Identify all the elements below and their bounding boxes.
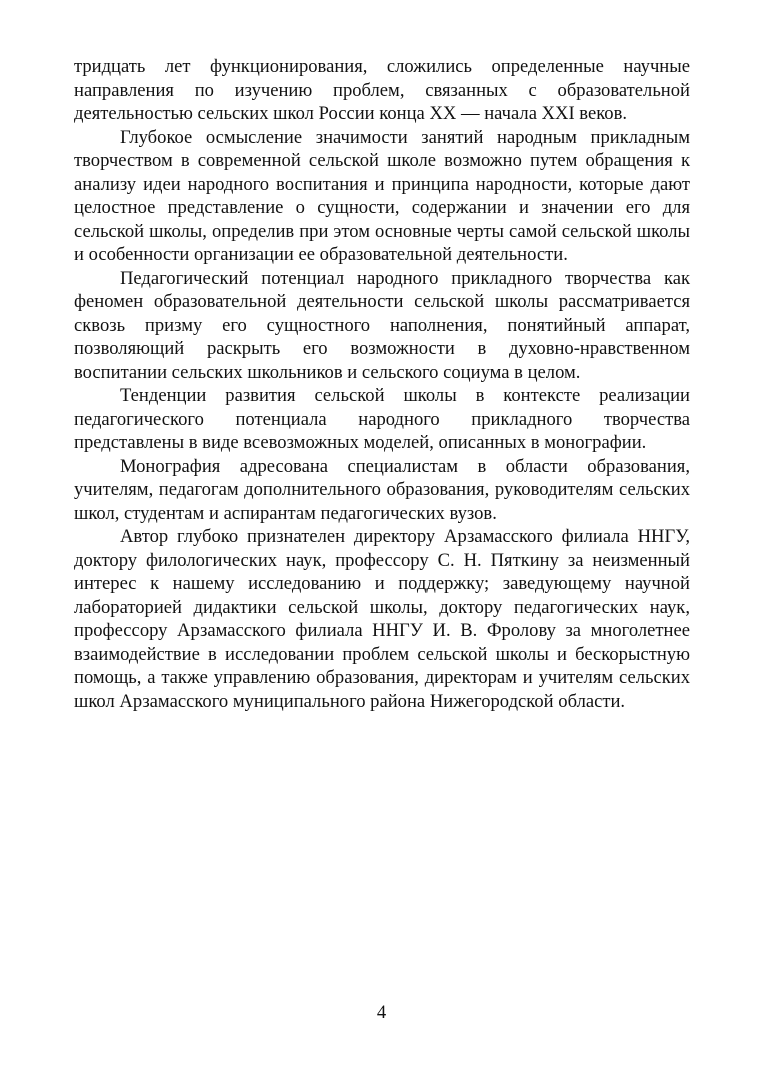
paragraph-continuation: тридцать лет функционирования, сложились определенные научные направления по изучению проблем, связанных с образовательной деятельностью сельских школ России конца XX — начала XXI веков.: [74, 56, 690, 124]
paragraph-audience: Монография адресована специалистам в области образования, учителям, педагогам дополнительного образования, руководителям сельских школ, студентам и аспирантам педагогических вузов.: [74, 455, 690, 524]
paragraph-folk-art-significance: Глубокое осмысление значимости занятий народным прикладным творчеством в современной сельской школе возможно путем обращения к анализу идеи народного воспитания и принципа народности, которые дают целостное представление о сущности, содержании и значении его для сельской школы, определив при этом основные черты самой сельской школы и особенности организации ее образовательной деятельности.: [74, 126, 690, 265]
paragraph-development-trends: Тенденции развития сельской школы в контексте реализации педагогического потенциала народного прикладного творчества представлены в виде всевозможных моделей, описанных в монографии.: [74, 385, 690, 453]
document-body: [74, 55, 690, 713]
paragraph-acknowledgements: Автор глубоко признателен директору Арзамасского филиала ННГУ, доктору филологических наук, профессору С. Н. Пяткину за неизменный интерес к нашему исследованию и поддержку; заведующему научной лабораторией дидактики сельской школы, доктору педагогических наук, профессору Арзамасского филиала ННГУ И. В. Фролову за многолетнее взаимодействие в исследовании проблем сельской школы и бескорыстную помощь, а также управлению образования, директорам и учителям сельских школ Арзамасского муниципального района Нижегородской области.: [74, 526, 690, 712]
paragraph-pedagogical-potential: Педагогический потенциал народного прикладного творчества как феномен образовательной деятельности сельской школы рассматривается сквозь призму его сущностного наполнения, понятийный аппарат, позволяющий раскрыть его возможности в духовно-нравственном воспитании сельских школьников и сельского социума в целом.: [74, 267, 690, 383]
page-number: 4: [376, 1002, 387, 1023]
